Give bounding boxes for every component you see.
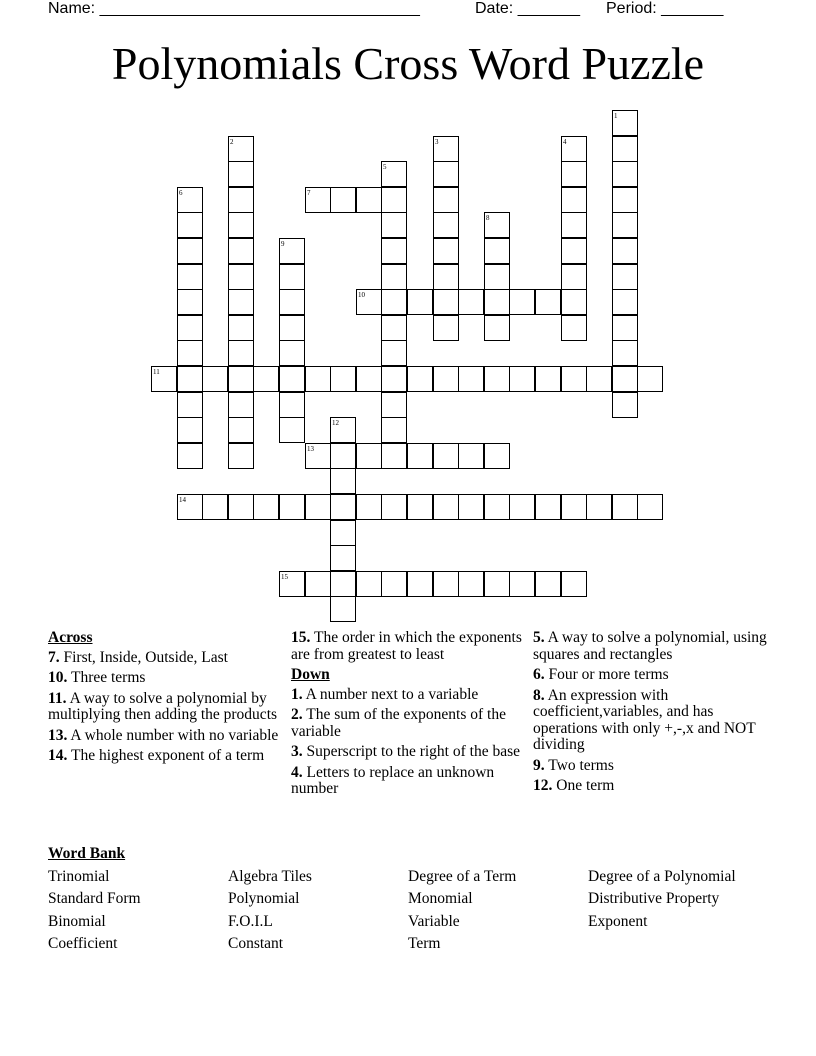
grid-cell[interactable] bbox=[279, 366, 305, 392]
grid-cell[interactable] bbox=[509, 494, 535, 520]
grid-cell[interactable] bbox=[561, 238, 587, 264]
grid-cell[interactable] bbox=[484, 366, 510, 392]
grid-cell[interactable] bbox=[381, 417, 407, 443]
clue-number: 11 bbox=[153, 368, 160, 376]
grid-cell[interactable] bbox=[612, 212, 638, 238]
grid-cell[interactable] bbox=[330, 596, 356, 622]
grid-cell[interactable] bbox=[407, 366, 433, 392]
grid-cell[interactable] bbox=[484, 315, 510, 341]
word-bank-item: Variable bbox=[408, 913, 460, 930]
grid-cell[interactable] bbox=[228, 366, 254, 392]
down-heading: Down bbox=[291, 666, 330, 683]
grid-cell[interactable] bbox=[381, 187, 407, 213]
grid-cell[interactable] bbox=[330, 571, 356, 597]
grid-cell[interactable] bbox=[177, 443, 203, 469]
grid-cell[interactable] bbox=[177, 212, 203, 238]
grid-cell[interactable] bbox=[612, 238, 638, 264]
grid-cell[interactable] bbox=[279, 417, 305, 443]
grid-cell[interactable] bbox=[458, 494, 484, 520]
grid-cell[interactable] bbox=[612, 494, 638, 520]
clue-number: 3 bbox=[435, 138, 439, 146]
word-bank-item: Degree of a Polynomial bbox=[588, 868, 736, 885]
grid-cell[interactable] bbox=[228, 264, 254, 290]
grid-cell[interactable] bbox=[330, 443, 356, 469]
grid-cell[interactable] bbox=[279, 392, 305, 418]
grid-cell[interactable] bbox=[228, 443, 254, 469]
grid-cell[interactable] bbox=[330, 494, 356, 520]
grid-cell[interactable] bbox=[381, 571, 407, 597]
grid-cell[interactable] bbox=[305, 366, 331, 392]
grid-cell[interactable] bbox=[561, 571, 587, 597]
grid-cell[interactable] bbox=[433, 238, 459, 264]
grid-cell[interactable] bbox=[279, 340, 305, 366]
clue-across-14: 14. The highest exponent of a term bbox=[48, 747, 265, 764]
clue-number: 13 bbox=[307, 445, 314, 453]
grid-cell[interactable] bbox=[637, 494, 663, 520]
grid-cell[interactable] bbox=[228, 315, 254, 341]
clue-number: 2 bbox=[230, 138, 234, 146]
clue-down-8: 8. An expression with coefficient,variables, and has operations with only +,-,x and NOT dividing bbox=[533, 686, 756, 753]
grid-cell[interactable] bbox=[330, 520, 356, 546]
grid-cell[interactable] bbox=[561, 161, 587, 187]
grid-cell[interactable] bbox=[407, 289, 433, 315]
grid-cell[interactable] bbox=[228, 494, 254, 520]
grid-cell[interactable] bbox=[177, 366, 203, 392]
page-title: Polynomials Cross Word Puzzle bbox=[111, 38, 705, 89]
grid-cell[interactable] bbox=[356, 443, 382, 469]
grid-cell[interactable] bbox=[484, 289, 510, 315]
grid-cell[interactable] bbox=[458, 571, 484, 597]
grid-cell[interactable] bbox=[509, 366, 535, 392]
grid-cell[interactable] bbox=[228, 340, 254, 366]
grid-cell[interactable] bbox=[228, 392, 254, 418]
grid-cell[interactable] bbox=[407, 571, 433, 597]
clue-number: 9 bbox=[281, 240, 285, 248]
grid-cell[interactable] bbox=[433, 264, 459, 290]
word-bank-item: Degree of a Term bbox=[408, 868, 517, 885]
grid-cell[interactable] bbox=[612, 289, 638, 315]
word-bank-item: Monomial bbox=[408, 890, 473, 907]
grid-cell[interactable] bbox=[561, 366, 587, 392]
clue-across-15: 15. The order in which the exponents are from greatest to least bbox=[291, 629, 522, 663]
grid-cell[interactable] bbox=[612, 264, 638, 290]
grid-cell[interactable] bbox=[228, 212, 254, 238]
clue-number: 7 bbox=[307, 189, 311, 197]
grid-cell[interactable] bbox=[330, 468, 356, 494]
grid-cell[interactable] bbox=[279, 494, 305, 520]
grid-cell[interactable] bbox=[356, 571, 382, 597]
clue-number: 14 bbox=[179, 496, 186, 504]
grid-cell[interactable] bbox=[561, 264, 587, 290]
grid-cell[interactable] bbox=[484, 494, 510, 520]
name-field[interactable]: Name: ____________________________________ bbox=[48, 0, 420, 17]
word-bank-heading: Word Bank bbox=[48, 845, 126, 862]
grid-cell[interactable] bbox=[484, 238, 510, 264]
grid-cell[interactable] bbox=[561, 289, 587, 315]
period-field[interactable]: Period: _______ bbox=[606, 0, 724, 17]
clue-down-4: 4. Letters to replace an unknown number bbox=[291, 763, 495, 797]
grid-cell[interactable] bbox=[177, 340, 203, 366]
clues-column-1 bbox=[48, 630, 282, 769]
grid-cell[interactable] bbox=[612, 366, 638, 392]
clue-number: 10 bbox=[358, 291, 365, 299]
grid-cell[interactable] bbox=[330, 187, 356, 213]
grid-cell[interactable] bbox=[177, 315, 203, 341]
grid-cell[interactable] bbox=[381, 366, 407, 392]
grid-cell[interactable] bbox=[433, 571, 459, 597]
grid-cell[interactable] bbox=[433, 315, 459, 341]
clues-column-3 bbox=[533, 630, 769, 799]
grid-cell[interactable] bbox=[330, 545, 356, 571]
grid-cell[interactable] bbox=[612, 340, 638, 366]
grid-cell[interactable] bbox=[561, 494, 587, 520]
grid-cell[interactable] bbox=[202, 494, 228, 520]
grid-cell[interactable] bbox=[612, 161, 638, 187]
word-bank-item: Standard Form bbox=[48, 890, 141, 907]
grid-cell[interactable] bbox=[228, 187, 254, 213]
clue-number: 8 bbox=[486, 214, 490, 222]
clue-number: 1 bbox=[614, 112, 618, 120]
grid-cell[interactable] bbox=[484, 264, 510, 290]
grid-cell[interactable] bbox=[177, 417, 203, 443]
grid-cell[interactable] bbox=[458, 443, 484, 469]
clue-number: 6 bbox=[179, 189, 183, 197]
grid-cell[interactable] bbox=[381, 264, 407, 290]
word-bank-item: Coefficient bbox=[48, 935, 118, 952]
grid-cell[interactable] bbox=[228, 238, 254, 264]
clue-across-11: 11. A way to solve a polynomial by multiplying then adding the products bbox=[48, 689, 278, 723]
clue-down-1: 1. A number next to a variable bbox=[291, 685, 479, 703]
grid-cell[interactable] bbox=[535, 571, 561, 597]
clue-number: 5 bbox=[383, 163, 387, 171]
grid-cell[interactable] bbox=[433, 366, 459, 392]
grid-cell[interactable] bbox=[433, 494, 459, 520]
clue-down-3: 3. Superscript to the right of the base bbox=[291, 743, 521, 760]
clue-down-12: 12. One term bbox=[533, 777, 615, 794]
clue-number: 15 bbox=[281, 573, 288, 581]
word-bank-item: Binomial bbox=[48, 913, 106, 930]
grid-cell[interactable] bbox=[177, 392, 203, 418]
grid-cell[interactable] bbox=[612, 315, 638, 341]
grid-cell[interactable] bbox=[228, 161, 254, 187]
clue-across-7: 7. First, Inside, Outside, Last bbox=[48, 648, 228, 666]
grid-cell[interactable] bbox=[381, 494, 407, 520]
word-bank-item: Polynomial bbox=[228, 890, 300, 907]
grid-cell[interactable] bbox=[381, 392, 407, 418]
grid-cell[interactable] bbox=[407, 443, 433, 469]
date-field[interactable]: Date: _______ bbox=[475, 0, 580, 17]
grid-cell[interactable] bbox=[509, 571, 535, 597]
grid-cell[interactable] bbox=[433, 187, 459, 213]
grid-cell[interactable] bbox=[330, 366, 356, 392]
grid-cell[interactable] bbox=[535, 289, 561, 315]
grid-cell[interactable] bbox=[535, 494, 561, 520]
grid-cell[interactable] bbox=[407, 494, 433, 520]
clue-across-10: 10. Three terms bbox=[48, 669, 146, 686]
grid-cell[interactable] bbox=[305, 571, 331, 597]
clue-across-13: 13. A whole number with no variable bbox=[48, 726, 279, 744]
word-bank-item: Algebra Tiles bbox=[228, 868, 312, 885]
grid-cell[interactable] bbox=[381, 340, 407, 366]
grid-cell[interactable] bbox=[458, 289, 484, 315]
grid-cell[interactable] bbox=[561, 187, 587, 213]
grid-cell[interactable] bbox=[202, 366, 228, 392]
clue-down-6: 6. Four or more terms bbox=[533, 666, 669, 683]
grid-cell[interactable] bbox=[177, 289, 203, 315]
grid-cell[interactable] bbox=[586, 366, 612, 392]
grid-cell[interactable] bbox=[279, 289, 305, 315]
grid-cell[interactable] bbox=[305, 494, 331, 520]
clue-down-5: 5. A way to solve a polynomial, using squares and rectangles bbox=[533, 629, 767, 663]
grid-cell[interactable] bbox=[381, 443, 407, 469]
grid-cell[interactable] bbox=[433, 212, 459, 238]
grid-cell[interactable] bbox=[356, 187, 382, 213]
grid-cell[interactable] bbox=[561, 212, 587, 238]
clue-down-9: 9. Two terms bbox=[533, 756, 614, 774]
grid-cell[interactable] bbox=[228, 417, 254, 443]
grid-cell[interactable] bbox=[612, 136, 638, 162]
grid-cell[interactable] bbox=[484, 571, 510, 597]
grid-cell[interactable] bbox=[561, 315, 587, 341]
grid-cell[interactable] bbox=[228, 289, 254, 315]
grid-cell[interactable] bbox=[279, 264, 305, 290]
grid-cell[interactable] bbox=[253, 494, 279, 520]
word-bank-item: F.O.I.L bbox=[228, 913, 273, 930]
grid-cell[interactable] bbox=[381, 315, 407, 341]
grid-cell[interactable] bbox=[433, 443, 459, 469]
grid-cell[interactable] bbox=[509, 289, 535, 315]
grid-cell[interactable] bbox=[177, 238, 203, 264]
grid-cell[interactable] bbox=[356, 494, 382, 520]
grid-cell[interactable] bbox=[612, 392, 638, 418]
word-bank-item: Exponent bbox=[588, 913, 648, 930]
grid-cell[interactable] bbox=[612, 187, 638, 213]
clue-number: 4 bbox=[563, 138, 567, 146]
clue-down-2: 2. The sum of the exponents of the variable bbox=[291, 706, 506, 740]
grid-cell[interactable] bbox=[586, 494, 612, 520]
grid-cell[interactable] bbox=[279, 315, 305, 341]
grid-cell[interactable] bbox=[458, 366, 484, 392]
grid-cell[interactable] bbox=[381, 212, 407, 238]
across-heading: Across bbox=[48, 629, 93, 646]
grid-cell[interactable] bbox=[433, 289, 459, 315]
clues-column-2 bbox=[291, 630, 523, 802]
grid-cell[interactable] bbox=[381, 289, 407, 315]
word-bank-item: Term bbox=[408, 935, 441, 952]
word-bank-item: Constant bbox=[228, 935, 284, 952]
grid-cell[interactable] bbox=[356, 366, 382, 392]
grid-cell[interactable] bbox=[253, 366, 279, 392]
grid-cell[interactable] bbox=[433, 161, 459, 187]
word-bank-item: Trinomial bbox=[48, 868, 110, 885]
grid-cell[interactable] bbox=[381, 238, 407, 264]
grid-cell[interactable] bbox=[637, 366, 663, 392]
grid-cell[interactable] bbox=[535, 366, 561, 392]
word-bank-item: Distributive Property bbox=[588, 890, 720, 907]
clue-number: 12 bbox=[332, 419, 339, 427]
grid-cell[interactable] bbox=[484, 443, 510, 469]
grid-cell[interactable] bbox=[177, 264, 203, 290]
